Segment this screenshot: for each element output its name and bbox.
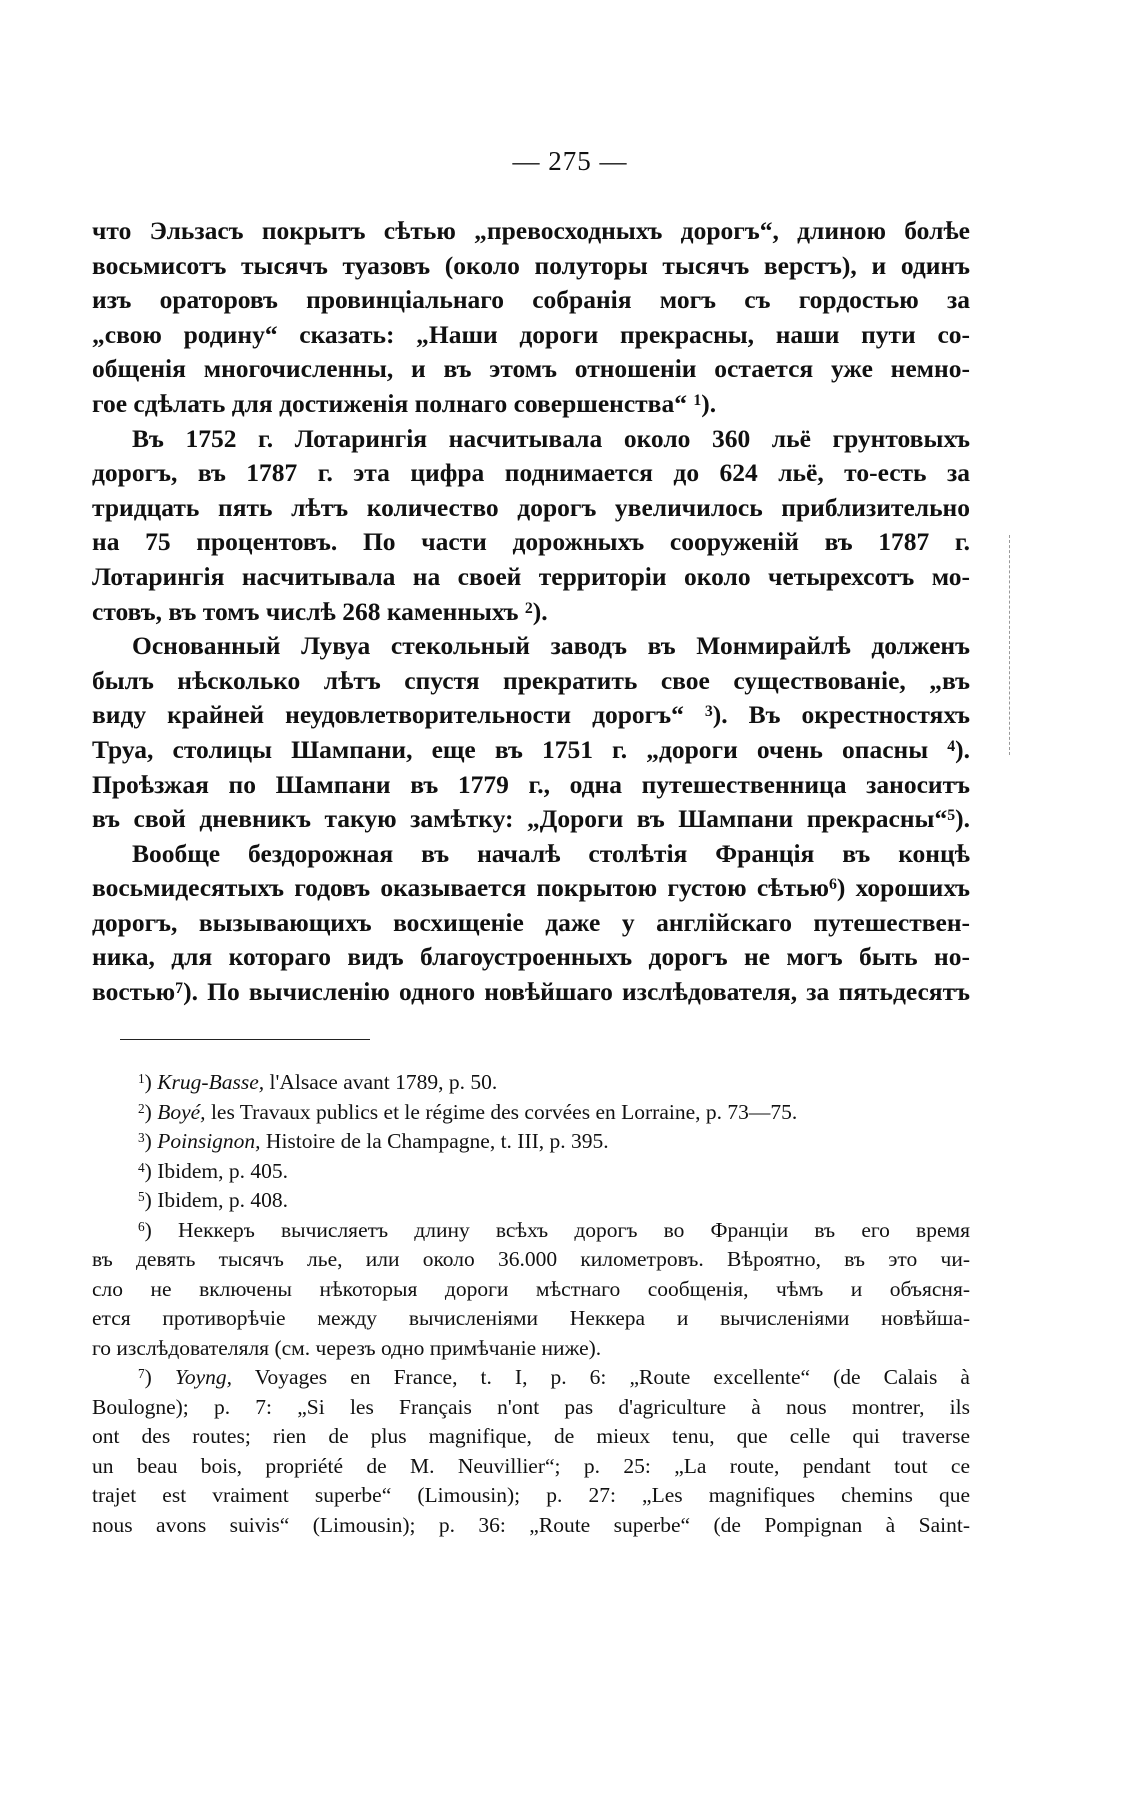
text-line: стовъ, въ томъ числѣ 268 каменныхъ $^2$). xyxy=(92,596,548,626)
footnote-7: $^7$) Yoyng, Voyages en France, t. I, p. 6: „Route excellente“ (de Calais à Boulogne); p. 7: „Si les Français n'ont pas d'agriculture à nous montrer, ils ont des routes; rien de plus magnifique, de mieux tenu, que celle qui traverse un beau bois, propriété de M. Neuvillier“; p. 25: „La route, pendant tout ce trajet est vraiment superbe“ (Limousin); p. 27: „Les magnifiques chemins que nous avons suivis“ (Limousin); p. 36: „Route superbe“ (de Pompignan à Saint- xyxy=(92,1365,970,1537)
footnote-5: $^5$) Ibidem, p. 408. xyxy=(138,1188,288,1212)
text-line: что Эльзасъ покрытъ сѣтью „превосходныхъ дорогъ“, длиною болѣе xyxy=(92,216,970,245)
text-line: гое сдѣлать для достиженія полнаго совершенства“ $^1$). xyxy=(92,388,717,418)
text-line: ника, для котораго видъ благоустроенныхъ дорогъ не могъ быть но- xyxy=(92,942,970,972)
page-number: — 275 — xyxy=(512,146,628,176)
footnote-ref: 2 xyxy=(524,599,533,617)
scan-artifact xyxy=(989,535,1010,755)
text-line: изъ ораторовъ провинціальнаго собранія могъ съ гордостью за xyxy=(92,285,970,315)
text-line: Лотарингія насчитывала на своей территоріи около четырехсотъ мо- xyxy=(92,561,970,591)
text-line: былъ нѣсколько лѣтъ спустя прекратить свое существованіе, „въ xyxy=(92,665,970,695)
footnote-ref: 7 xyxy=(175,979,184,997)
text-line: Проѣзжая по Шампани въ 1779 г., одна путешественница заноситъ xyxy=(92,769,970,799)
text-line: востью$^7$). По вычисленію одного новѣйшаго изслѣдователя, за пятьдесятъ xyxy=(92,977,970,1007)
text-line: виду крайней неудовлетворительности дорогъ“ $^3$). Въ окрестностяхъ xyxy=(92,700,970,730)
text-line: Труа, столицы Шампани, еще въ 1751 г. „дороги очень опасны $^4$). xyxy=(92,734,970,764)
footnote-6: $^6$) Неккеръ вычисляетъ длину всѣхъ дорогъ во Франціи въ его время въ девять тысячъ лье, или около 36.000 километровъ. Вѣроятно, въ это чи- сло не включены нѣкоторыя дороги мѣстнаго сообщенія, чѣмъ и объясня- ется противорѣчіе между вычисленіями Неккера и вычисленіями новѣйша- го изслѣдователяля (см. черезъ одно примѣчаніе ниже). xyxy=(92,1217,970,1360)
text-line: Въ 1752 г. Лотарингія насчитывала около 360 льё грунтовыхъ xyxy=(132,423,970,453)
footnote-2: $^2$) Boyé, les Travaux publics et le régime des corvées en Lorraine, p. 73—75. xyxy=(138,1099,798,1124)
footnote-3: $^3$) Poinsignon, Histoire de la Champagne, t. III, p. 395. xyxy=(138,1129,609,1153)
footnote-ref: 5 xyxy=(947,806,956,824)
text-line: общенія многочисленны, и въ этомъ отношеніи остается уже немно- xyxy=(92,354,970,384)
footnote-ref: 6 xyxy=(829,876,837,894)
text-line: Основанный Лувуа стекольный заводъ въ Монмирайлѣ долженъ xyxy=(132,631,970,661)
text-line: тридцать пять лѣтъ количество дорогъ увеличилось приблизительно xyxy=(92,492,970,522)
text-line: восьмидесятыхъ годовъ оказывается покрытою густою сѣтью$^6$) хорошихъ xyxy=(92,873,970,903)
main-text xyxy=(92,214,970,1010)
text-line: восьмисотъ тысячъ туазовъ (около полуторы тысячъ верстъ), и одинъ xyxy=(92,250,970,280)
footnote-ref: 3 xyxy=(704,703,713,721)
footnote-divider xyxy=(120,1039,370,1040)
text-line: дорогъ, вызывающихъ восхищеніе даже у англійскаго путешествен- xyxy=(92,907,970,937)
text-line: на 75 процентовъ. По части дорожныхъ сооруженій въ 1787 г. xyxy=(92,527,970,557)
text-line: „свою родину“ сказать: „Наши дороги прекрасны, наши пути со- xyxy=(92,319,970,349)
footnote-ref: 4 xyxy=(947,737,956,755)
footnotes xyxy=(92,1068,970,1540)
footnote-4: $^4$) Ibidem, p. 405. xyxy=(138,1158,288,1183)
text-line: дорогъ, въ 1787 г. эта цифра поднимается до 624 льё, то-есть за xyxy=(92,458,970,488)
footnote-1: $^1$) Krug-Basse, l'Alsace avant 1789, p. 50. xyxy=(138,1070,498,1094)
text-line: въ свой дневникъ такую замѣтку: „Дороги въ Шампани прекрасны“$^5$). xyxy=(92,804,970,834)
text-line: Вообще бездорожная въ началѣ столѣтія Франція въ концѣ xyxy=(132,838,970,868)
footnote-ref: 1 xyxy=(693,391,702,409)
